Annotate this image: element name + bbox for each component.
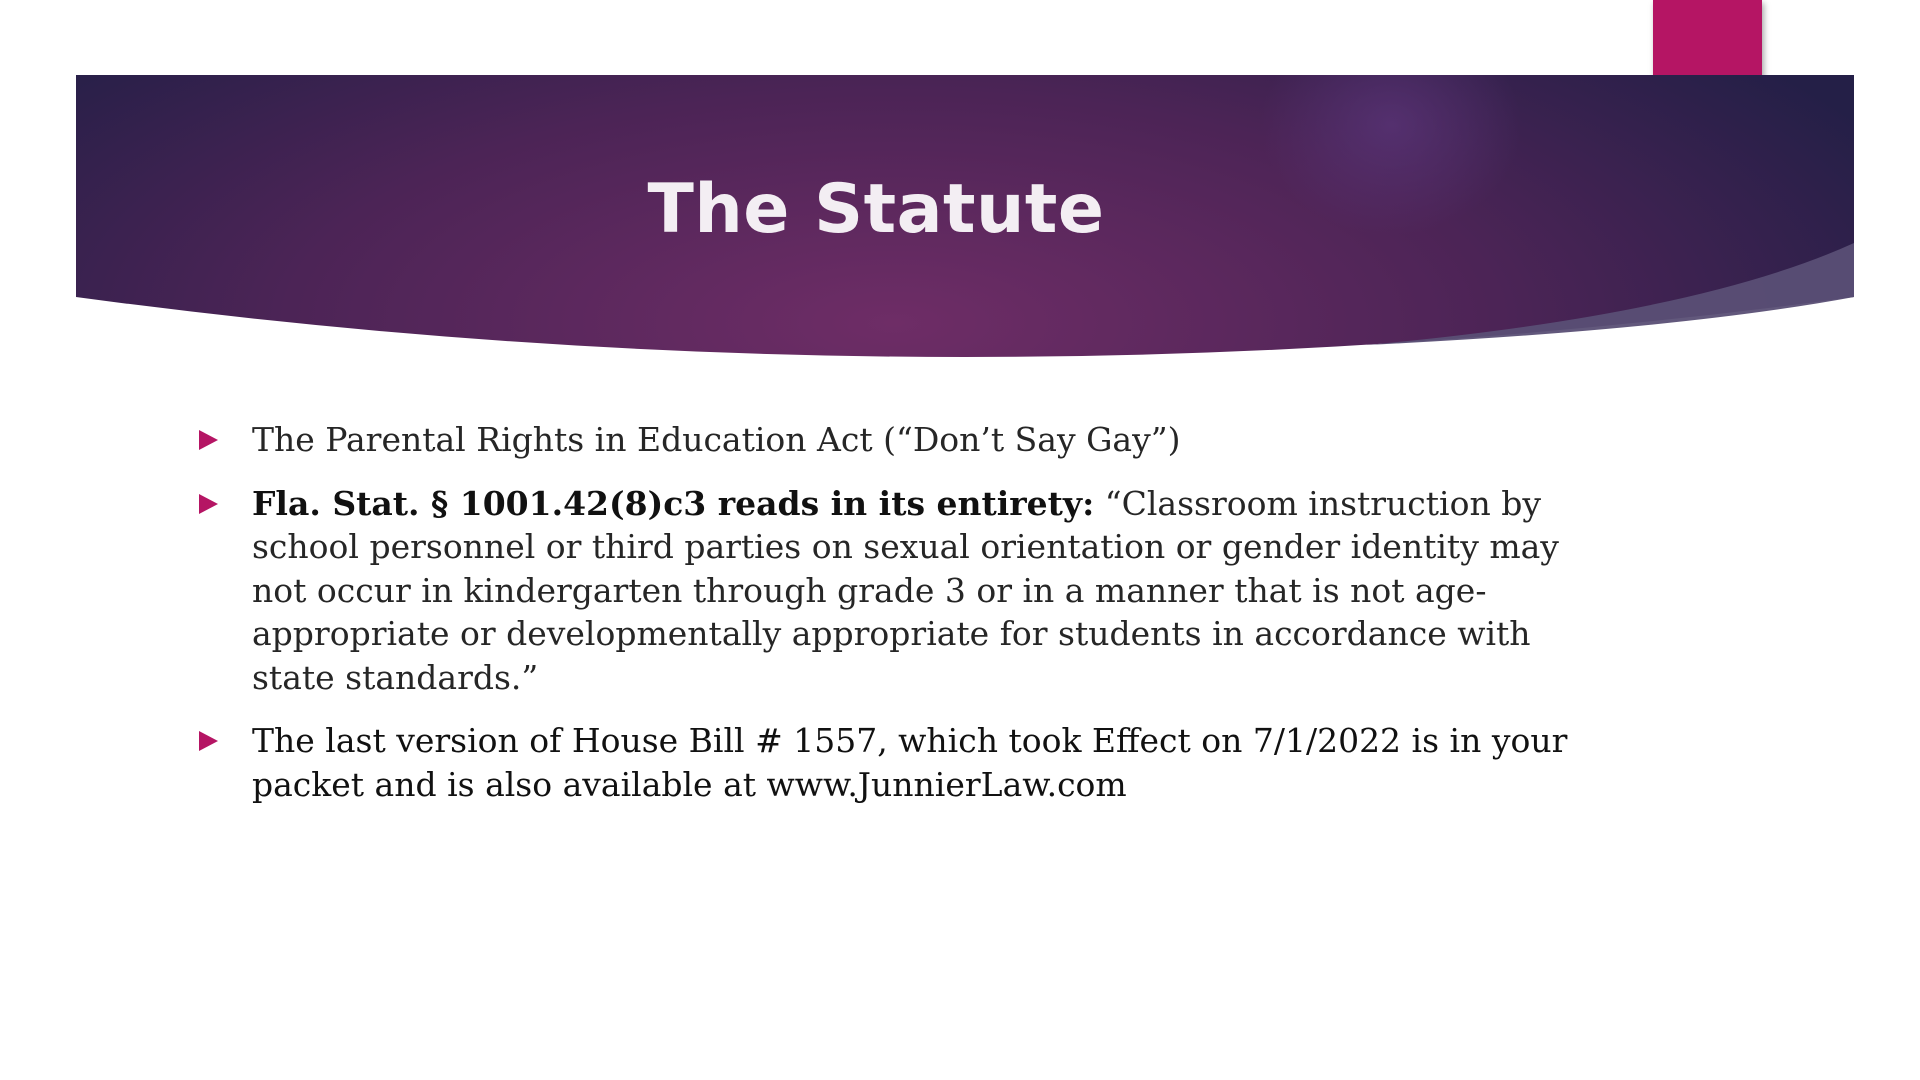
play-triangle-icon [199,430,218,450]
statute-citation: Fla. Stat. § 1001.42(8)c3 reads in its entirety: [252,483,1095,523]
bullet-list [196,418,1576,826]
play-triangle-icon [199,494,218,514]
bullet-item-act [196,418,1576,462]
play-triangle-icon [199,731,218,751]
bullet-item-house-bill [196,719,1576,806]
statute-quote: “Classroom instruction by school personnel or third parties on sexual orientation or gender identity may not occur in kindergarten through grade 3 or in a manner that is not age-appropriate or developmentally appropriate for students in accordance with state standards.” [252,483,1559,697]
bullet-item-statute [196,482,1576,700]
slide-title: The Statute [647,170,1105,249]
bullet-text: The Parental Rights in Education Act (“Don’t Say Gay”) [252,420,1181,459]
bullet-text: The last version of House Bill # 1557, which took Effect on 7/1/2022 is in your packet and is also available at www.JunnierLaw.com [252,721,1568,804]
